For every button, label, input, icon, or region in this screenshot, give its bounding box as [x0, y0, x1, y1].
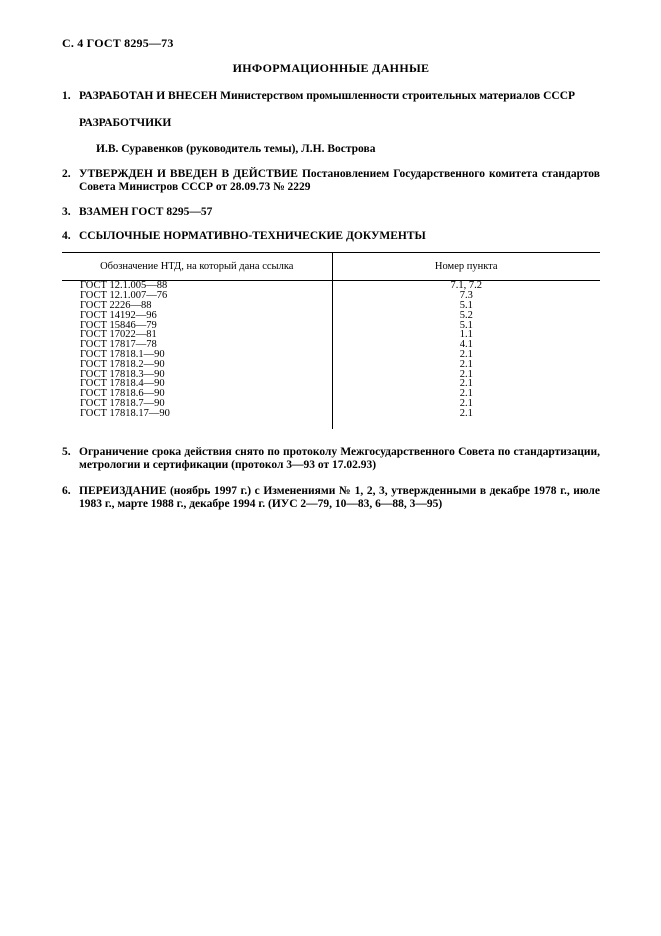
- table-cell-ntd: ГОСТ 17818.3—90: [80, 368, 165, 380]
- item-4-number: 4.: [62, 230, 71, 243]
- item-2-text: УТВЕРЖДЕН И ВВЕДЕН В ДЕЙСТВИЕ Постановлением Государственного комитета стандартов Совета Министров СССР от 28.09.73 № 2229: [79, 167, 600, 193]
- item-6-text: ПЕРЕИЗДАНИЕ (ноябрь 1997 г.) с Изменениями № 1, 2, 3, утвержденными в декабре 1978 г., июле 1983 г., марте 1988 г., декабре 1994 г. (ИУС 2—79, 10—83, 6—88, 3—95): [79, 484, 600, 511]
- item-1-number: 1.: [62, 90, 71, 102]
- table-header-ntd: Обозначение НТД, на который дана ссылка: [62, 253, 332, 281]
- table-cell-ntd: ГОСТ 17818.17—90: [80, 407, 170, 419]
- item-6-number: 6.: [62, 484, 71, 497]
- table-cell-ntd: ГОСТ 17818.4—90: [80, 378, 165, 390]
- table-cell-ntd: ГОСТ 2226—88: [80, 300, 152, 312]
- table-header-row: [62, 253, 600, 281]
- item-1: [62, 90, 600, 103]
- table-cell-ntd: ГОСТ 17022—81: [80, 329, 157, 341]
- table-cell-ntd: ГОСТ 12.1.005—88: [80, 280, 168, 292]
- item-5-text: Ограничение срока действия снято по протоколу Межгосударственного Совета по стандартизации, метрологии и сертификации (протокол 3—93 от 17.02.93): [79, 445, 600, 471]
- table-cell-punkt: 7.1, 7.2: [332, 281, 600, 291]
- table-cell-ntd: ГОСТ 15846—79: [80, 319, 157, 331]
- item-1-text: РАЗРАБОТАН И ВНЕСЕН Министерством промышленности строительных материалов СССР: [79, 90, 576, 102]
- developers-names: И.В. Суравенков (руководитель темы), Л.Н. Вострова: [96, 143, 376, 156]
- running-head: С. 4 ГОСТ 8295—73: [62, 36, 174, 50]
- table-cell-ntd: ГОСТ 12.1.007—76: [80, 290, 168, 302]
- table-cell-punkt: 1.1: [332, 330, 600, 340]
- table-cell-punkt: 2.1: [332, 379, 600, 389]
- item-3-text: ВЗАМЕН ГОСТ 8295—57: [79, 206, 213, 219]
- developers-heading: РАЗРАБОТЧИКИ: [79, 117, 172, 130]
- table-cell-punkt: 4.1: [332, 340, 600, 350]
- table-cell-ntd: ГОСТ 17818.6—90: [80, 388, 165, 400]
- item-5-number: 5.: [62, 445, 71, 458]
- item-4-text: ССЫЛОЧНЫЕ НОРМАТИВНО-ТЕХНИЧЕСКИЕ ДОКУМЕНТЫ: [79, 230, 426, 243]
- item-4: [62, 230, 600, 243]
- table-cell-ntd: ГОСТ 17818.2—90: [80, 358, 165, 370]
- table-row: [62, 409, 600, 419]
- table-cell-ntd: ГОСТ 17818.7—90: [80, 397, 165, 409]
- item-6: [62, 485, 600, 511]
- item-2: [62, 168, 600, 194]
- table-cell-ntd: ГОСТ 14192—96: [80, 309, 157, 321]
- table-cell-ntd: ГОСТ 17817—78: [80, 339, 157, 351]
- table-cell-ntd: ГОСТ 17818.1—90: [80, 349, 165, 360]
- item-3-number: 3.: [62, 206, 71, 219]
- table-cell-punkt: 5.1: [332, 321, 600, 331]
- item-2-number: 2.: [62, 167, 71, 180]
- table-spacer-row: [62, 419, 600, 429]
- table-cell-punkt: 2.1: [332, 409, 600, 419]
- table-cell-punkt: 2.1: [332, 360, 600, 370]
- reference-documents-table: [62, 252, 600, 428]
- item-3: [62, 206, 600, 219]
- table-cell-punkt: 5.2: [332, 311, 600, 321]
- table-cell-punkt: 2.1: [332, 389, 600, 399]
- table-cell-punkt: 2.1: [332, 399, 600, 409]
- page-title: ИНФОРМАЦИОННЫЕ ДАННЫЕ: [232, 61, 430, 75]
- table-cell-punkt: 2.1: [332, 370, 600, 380]
- table-cell-punkt: 2.1: [332, 350, 600, 360]
- item-5: [62, 446, 600, 472]
- table-cell-punkt: 7.3: [332, 291, 600, 301]
- table-header-punkt: Номер пункта: [332, 253, 600, 281]
- table-cell-punkt: 5.1: [332, 301, 600, 311]
